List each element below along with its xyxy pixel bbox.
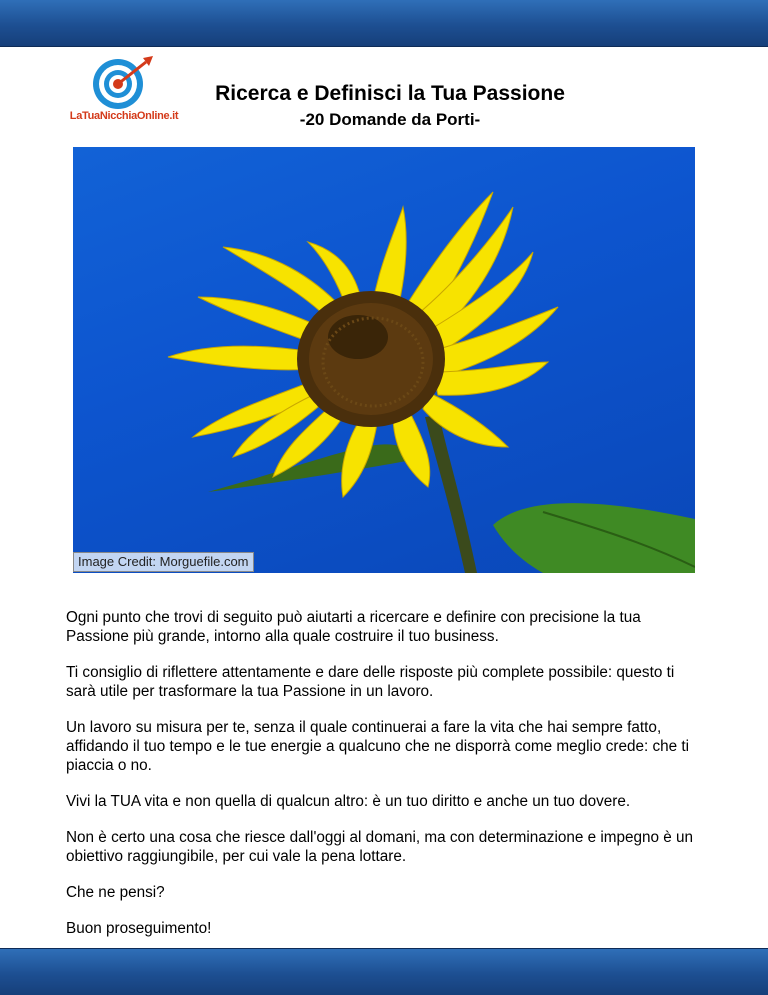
paragraph: Che ne pensi? (66, 884, 165, 901)
page-title: Ricerca e Definisci la Tua Passione (215, 82, 565, 105)
paragraph: Vivi la TUA vita e non quella di qualcun altro: è un tuo diritto e anche un tuo dovere. (66, 793, 631, 810)
paragraph: Un lavoro su misura per te, senza il quale continuerai a fare la vita che hai sempre fatto, affidando il tuo tempo e le tue energie a qualcuno che ne disporrà come meglio crede: che ti piaccia o no. (66, 719, 690, 774)
paragraph: Non è certo una cosa che riesce dall'oggi al domani, ma con determinazione e impegno è un obiettivo raggiungibile, per cui vale la pena lottare. (66, 829, 694, 865)
image-credit: Image Credit: Morguefile.com (73, 552, 254, 572)
sunflower-illustration (73, 147, 695, 573)
site-logo (66, 56, 182, 130)
target-arrow-icon (91, 56, 157, 110)
paragraph: Ogni punto che trovi di seguito può aiutarti a ricercare e definire con precisione la tua Passione più grande, intorno alla quale costruire il tuo business. (66, 609, 641, 645)
intro-text (66, 608, 706, 955)
logo-text: LaTuaNicchiaOnline.it (69, 110, 179, 122)
page-subtitle: -20 Domande da Porti- (299, 110, 481, 129)
paragraph: Ti consiglio di riflettere attentamente e dare delle risposte più complete possibile: questo ti sarà utile per trasformare la tua Passione in un lavoro. (66, 664, 675, 700)
sunflower-photo (73, 147, 695, 573)
bottom-footer-band (0, 948, 768, 995)
top-header-band (0, 0, 768, 47)
paragraph: Buon proseguimento! (66, 920, 212, 937)
